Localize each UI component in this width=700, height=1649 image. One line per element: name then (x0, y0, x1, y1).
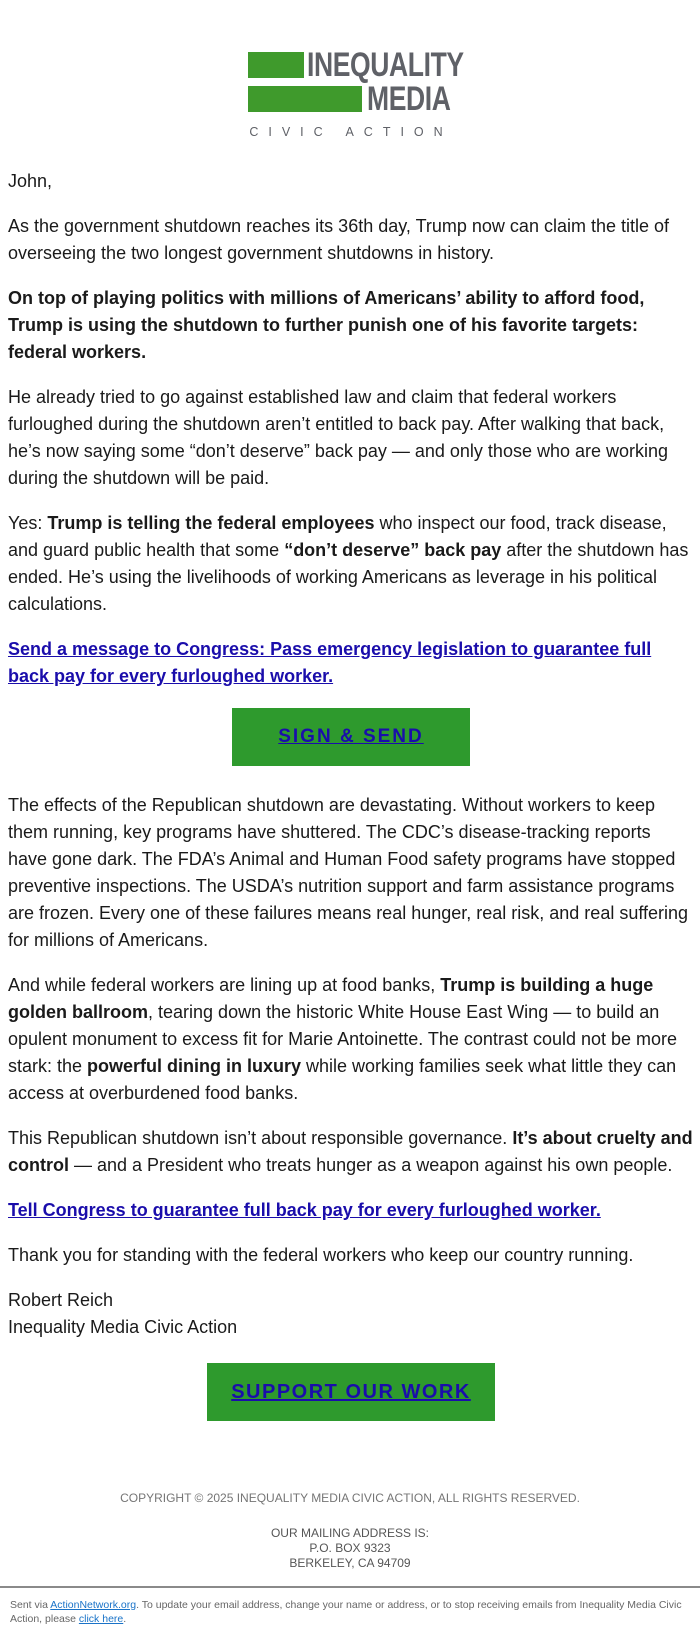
p4-text-c: who inspect our food, track disease, and guard public health that some (8, 513, 667, 560)
paragraph-7 (8, 1125, 694, 1179)
support-our-work-button[interactable]: SUPPORT OUR WORK (207, 1363, 495, 1421)
p6-text-c: , tearing down the historic White House East Wing — to build an opulent monument to excess fit for Marie Antoinette. The contrast could not be more stark: the (8, 1002, 678, 1076)
p6-text-a: And while federal workers are lining up at food banks, (8, 975, 441, 995)
p7-text-c: — and a President who treats hunger as a weapon against his own people. (69, 1155, 673, 1175)
p6-bold-d: powerful dining in luxury (87, 1056, 302, 1076)
signature-name: Robert Reich (8, 1290, 114, 1310)
sent-suffix: . (123, 1613, 127, 1625)
paragraph-5: The effects of the Republican shutdown are devastating. Without workers to keep them running, key programs have shuttered. The CDC’s disease-tracking reports have gone dark. The FDA’s Animal and Human Food safety programs have stopped preventive inspections. The USDA’s nutrition support and farm assistance programs are frozen. Every one of these failures means real hunger, real risk, and real suffering for millions of Americans. (8, 795, 689, 950)
paragraph-2-bold: On top of playing politics with millions of Americans’ ability to afford food, Trump is using the shutdown to further punish one of his favorite targets: federal workers. (8, 288, 645, 362)
copyright-text: COPYRIGHT © 2025 INEQUALITY MEDIA CIVIC ACTION, ALL RIGHTS RESERVED. (120, 1491, 580, 1505)
sign-button-wrap (8, 708, 694, 766)
email-body (8, 168, 694, 1421)
paragraph-8: Thank you for standing with the federal workers who keep our country running. (8, 1245, 634, 1265)
logo-bar-top (248, 52, 304, 78)
link-paragraph-2 (8, 1197, 694, 1224)
greeting: John, (8, 171, 53, 191)
p4-text-e: after the shutdown has ended. He’s using the livelihoods of working Americans as leverage in his political calculations. (8, 540, 689, 614)
address-line-2: BERKELEY, CA 94709 (289, 1556, 411, 1570)
p7-bold-b: It’s about cruelty and control (8, 1128, 693, 1175)
logo-bar-bottom (248, 86, 362, 112)
footer (0, 1491, 700, 1571)
p4-bold-b: Trump is telling the federal employees (47, 513, 375, 533)
unsubscribe-click-here-link[interactable]: click here (78, 1613, 124, 1625)
p7-text-a: This Republican shutdown isn’t about responsible governance. (8, 1128, 513, 1148)
paragraph-4 (8, 510, 694, 618)
send-message-link[interactable]: Send a message to Congress: Pass emergency legislation to guarantee full back pay for every furloughed worker. (8, 639, 652, 686)
sent-middle: . To update your email address, change your name or address, or to stop receiving emails from Inequality Media Civic Action, please (10, 1599, 682, 1625)
tell-congress-link[interactable]: Tell Congress to guarantee full back pay for every furloughed worker. (8, 1200, 601, 1220)
mailing-address (0, 1526, 700, 1571)
paragraph-1: As the government shutdown reaches its 36th day, Trump now can claim the title of overseeing the two longest government shutdowns in history. (8, 216, 670, 263)
sign-and-send-button[interactable]: SIGN & SEND (232, 708, 470, 766)
sent-prefix: Sent via (10, 1599, 51, 1611)
logo (248, 46, 464, 140)
support-button-wrap (8, 1363, 694, 1421)
p4-bold-d: “don’t deserve” back pay (284, 540, 502, 560)
p4-text-a: Yes: (8, 513, 48, 533)
p6-bold-b: Trump is building a huge golden ballroom (8, 975, 654, 1022)
mailing-label: OUR MAILING ADDRESS IS: (270, 1526, 430, 1540)
logo-word-media: MEDIA (367, 80, 451, 118)
paragraph-2 (8, 285, 694, 366)
paragraph-3: He already tried to go against established law and claim that federal workers furloughed during the shutdown aren’t entitled to back pay. After walking that back, he’s now saying some “don’t deserve” back pay — and only those who are working during the shutdown will be paid. (8, 387, 669, 488)
action-network-link[interactable]: ActionNetwork.org (50, 1599, 137, 1611)
p6-text-e: while working families seek what little they can access at overburdened food banks. (8, 1056, 677, 1103)
link-paragraph-1 (8, 636, 694, 690)
paragraph-6 (8, 972, 694, 1107)
signature-org: Inequality Media Civic Action (8, 1317, 238, 1337)
address-line-1: P.O. BOX 9323 (309, 1541, 391, 1555)
logo-word-inequality: INEQUALITY (307, 46, 464, 84)
sent-via-notice (0, 1586, 700, 1626)
logo-subtitle: CIVIC ACTION (249, 125, 453, 139)
